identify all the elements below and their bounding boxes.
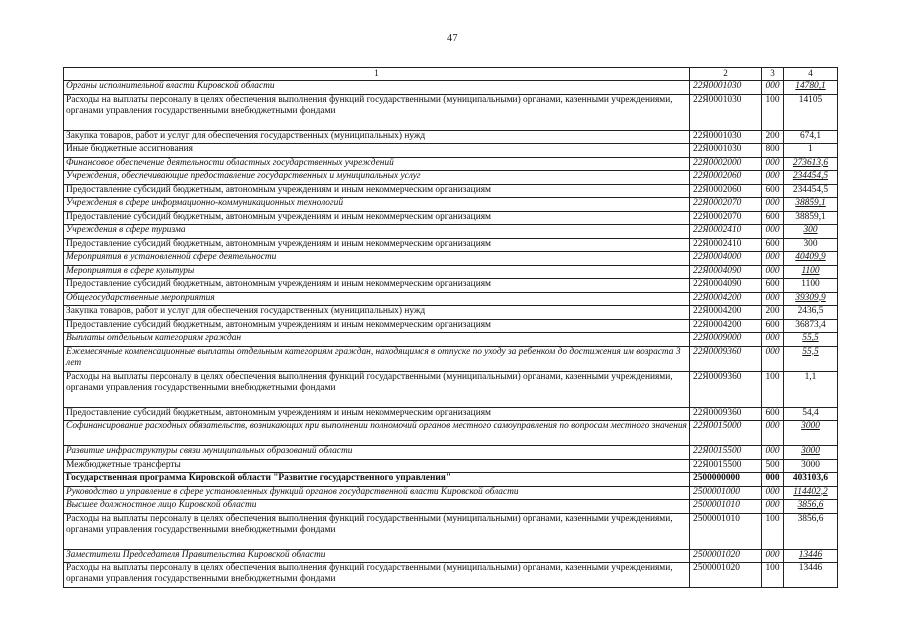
row-amount-value: 1,1 <box>804 371 817 382</box>
row-amount-value: 38859,1 <box>795 211 826 222</box>
row-amount <box>784 407 838 421</box>
header-cell-amount: 4 <box>784 68 838 81</box>
row-code: 22Я0002410 <box>690 238 762 252</box>
row-amount <box>784 225 838 239</box>
row-description: Развитие инфраструктуры связи муниципальных образований области <box>64 446 690 460</box>
row-code: 22Я0015500 <box>690 459 762 473</box>
row-type-code: 200 <box>762 306 784 320</box>
row-description: Руководство и управление в сфере установленных функций органов государственной власти Кировской области <box>64 486 690 500</box>
row-amount <box>784 473 838 487</box>
row-type-code: 600 <box>762 211 784 225</box>
row-code: 22Я0002060 <box>690 171 762 185</box>
row-type-code: 100 <box>762 513 784 549</box>
row-amount <box>784 446 838 460</box>
row-code: 22Я0002070 <box>690 211 762 225</box>
row-amount-value: 39309,9 <box>795 292 826 303</box>
row-type-code: 600 <box>762 279 784 293</box>
row-type-code: 000 <box>762 225 784 239</box>
row-amount-value: 36873,4 <box>795 319 826 330</box>
row-amount <box>784 130 838 144</box>
row-amount-value: 40409,9 <box>795 252 826 262</box>
row-code: 2500001010 <box>690 500 762 514</box>
row-description: Высшее должностное лицо Кировской области <box>64 500 690 514</box>
row-type-code: 000 <box>762 549 784 563</box>
row-code: 22Я0001030 <box>690 81 762 95</box>
row-amount-value: 55,5 <box>802 333 819 343</box>
table-row <box>64 292 838 306</box>
table-row <box>64 211 838 225</box>
row-code: 22Я0004090 <box>690 265 762 279</box>
row-type-code: 000 <box>762 473 784 487</box>
table-row <box>64 473 838 487</box>
row-amount-value: 13446 <box>798 549 823 560</box>
row-type-code: 000 <box>762 500 784 514</box>
row-amount-value: 38859,1 <box>795 198 826 208</box>
row-type-code: 600 <box>762 184 784 198</box>
row-amount-value: 1100 <box>801 279 820 289</box>
row-code: 2500001020 <box>690 549 762 563</box>
row-code: 22Я0009360 <box>690 346 762 371</box>
row-description: Расходы на выплаты персоналу в целях обеспечения выполнения функций государственными (муниципальными) органами, казенными учреждениями, органами управления государственными внебюджетными фондами <box>64 94 690 130</box>
row-type-code: 000 <box>762 292 784 306</box>
row-code: 2500001020 <box>690 563 762 588</box>
row-type-code: 000 <box>762 346 784 371</box>
row-code: 22Я0001030 <box>690 94 762 130</box>
row-amount-value: 3000 <box>801 459 820 470</box>
row-amount <box>784 346 838 371</box>
row-type-code: 000 <box>762 333 784 347</box>
row-description: Софинансирование расходных обязательств, возникающих при выполнении полномочий органов местного самоуправления по вопросам местного значения <box>64 421 690 446</box>
row-type-code: 000 <box>762 421 784 446</box>
row-amount-value: 3000 <box>801 446 820 456</box>
row-amount <box>784 459 838 473</box>
table-row <box>64 265 838 279</box>
table-row <box>64 81 838 95</box>
table-row <box>64 407 838 421</box>
row-description: Мероприятия в сфере культуры <box>64 265 690 279</box>
table-row <box>64 371 838 407</box>
table-row <box>64 198 838 212</box>
row-type-code: 500 <box>762 459 784 473</box>
row-type-code: 000 <box>762 446 784 460</box>
row-code: 22Я0002000 <box>690 157 762 171</box>
row-amount <box>784 421 838 446</box>
row-amount <box>784 238 838 252</box>
row-description: Финансовое обеспечение деятельности областных государственных учреждений <box>64 157 690 171</box>
row-description: Мероприятия в установленной сфере деятельности <box>64 252 690 266</box>
table-row <box>64 306 838 320</box>
table-body <box>64 81 838 588</box>
row-amount-value: 273613,6 <box>792 157 829 168</box>
row-description: Расходы на выплаты персоналу в целях обеспечения выполнения функций государственными (муниципальными) органами, казенными учреждениями, органами управления государственными внебюджетными фондами <box>64 371 690 407</box>
row-description: Межбюджетные трансферты <box>64 459 690 473</box>
table-row <box>64 513 838 549</box>
row-amount <box>784 333 838 347</box>
row-type-code: 000 <box>762 265 784 279</box>
table-row <box>64 421 838 446</box>
row-description: Учреждения в сфере туризма <box>64 225 690 239</box>
row-code: 2500001010 <box>690 513 762 549</box>
row-code: 22Я0001030 <box>690 144 762 158</box>
row-code: 22Я0009360 <box>690 371 762 407</box>
row-amount <box>784 306 838 320</box>
row-description: Расходы на выплаты персоналу в целях обеспечения выполнения функций государственными (муниципальными) органами, казенными учреждениями, органами управления государственными внебюджетными фондами <box>64 563 690 588</box>
row-amount <box>784 486 838 500</box>
row-code: 22Я0004200 <box>690 306 762 320</box>
row-type-code: 800 <box>762 144 784 158</box>
row-type-code: 600 <box>762 319 784 333</box>
row-description: Иные бюджетные ассигнования <box>64 144 690 158</box>
row-amount-value: 54,4 <box>802 407 819 418</box>
table-row <box>64 94 838 130</box>
row-amount <box>784 513 838 549</box>
row-code: 22Я0009000 <box>690 333 762 347</box>
row-type-code: 600 <box>762 238 784 252</box>
row-code: 22Я0004000 <box>690 252 762 266</box>
table-row <box>64 130 838 144</box>
table-row <box>64 500 838 514</box>
row-amount <box>784 171 838 185</box>
row-amount <box>784 81 838 95</box>
row-code: 22Я0002070 <box>690 198 762 212</box>
row-code: 2500001000 <box>690 486 762 500</box>
row-description: Государственная программа Кировской области "Развитие государственного управления" <box>64 473 690 487</box>
row-type-code: 100 <box>762 94 784 130</box>
row-description: Закупка товаров, работ и услуг для обеспечения государственных (муниципальных) нужд <box>64 130 690 144</box>
row-amount <box>784 500 838 514</box>
table-row <box>64 333 838 347</box>
row-code: 22Я0015000 <box>690 421 762 446</box>
row-type-code: 000 <box>762 198 784 212</box>
row-description: Учреждения, обеспечивающие предоставление государственных и муниципальных услуг <box>64 171 690 185</box>
row-type-code: 200 <box>762 130 784 144</box>
row-amount <box>784 563 838 588</box>
row-type-code: 000 <box>762 81 784 95</box>
row-amount-value: 14105 <box>798 94 823 105</box>
row-amount-value: 1 <box>808 144 813 154</box>
row-amount <box>784 184 838 198</box>
row-amount <box>784 371 838 407</box>
row-description: Заместители Председателя Правительства Кировской области <box>64 549 690 563</box>
row-type-code: 000 <box>762 171 784 185</box>
row-amount-value: 234454,5 <box>792 171 829 181</box>
row-amount-value: 300 <box>803 225 818 235</box>
page-number: 47 <box>447 33 458 44</box>
table-row <box>64 346 838 371</box>
row-amount <box>784 279 838 293</box>
header-cell-description: 1 <box>64 68 690 81</box>
row-description: Предоставление субсидий бюджетным, автономным учреждениям и иным некоммерческим организациям <box>64 319 690 333</box>
table-row <box>64 319 838 333</box>
row-description: Учреждения в сфере информационно-коммуникационных технологий <box>64 198 690 212</box>
row-amount-value: 55,5 <box>802 346 819 357</box>
row-code: 22Я0004200 <box>690 292 762 306</box>
row-code: 22Я0009360 <box>690 407 762 421</box>
row-code: 22Я0001030 <box>690 130 762 144</box>
row-code: 22Я0002410 <box>690 225 762 239</box>
row-amount-value: 300 <box>803 238 818 249</box>
row-type-code: 000 <box>762 252 784 266</box>
row-description: Предоставление субсидий бюджетным, автономным учреждениям и иным некоммерческим организациям <box>64 238 690 252</box>
header-cell-code: 2 <box>690 68 762 81</box>
row-amount <box>784 319 838 333</box>
budget-table <box>63 67 838 588</box>
row-description: Общегосударственные мероприятия <box>64 292 690 306</box>
header-cell-type: 3 <box>762 68 784 81</box>
table-row <box>64 144 838 158</box>
table-row <box>64 157 838 171</box>
row-amount <box>784 292 838 306</box>
row-code: 22Я0002060 <box>690 184 762 198</box>
row-description: Предоставление субсидий бюджетным, автономным учреждениям и иным некоммерческим организациям <box>64 407 690 421</box>
table-row <box>64 184 838 198</box>
row-amount <box>784 157 838 171</box>
row-type-code: 000 <box>762 157 784 171</box>
table-row <box>64 238 838 252</box>
table-row <box>64 486 838 500</box>
row-description: Предоставление субсидий бюджетным, автономным учреждениям и иным некоммерческим организациям <box>64 184 690 198</box>
table-row <box>64 252 838 266</box>
row-description: Выплаты отдельным категориям граждан <box>64 333 690 347</box>
row-amount-value: 14780,1 <box>795 81 826 91</box>
row-amount <box>784 94 838 130</box>
row-amount-value: 2436,5 <box>797 306 824 316</box>
row-code: 2500000000 <box>690 473 762 487</box>
row-amount <box>784 211 838 225</box>
row-amount <box>784 549 838 563</box>
row-description: Расходы на выплаты персоналу в целях обеспечения выполнения функций государственными (муниципальными) органами, казенными учреждениями, органами управления государственными внебюджетными фондами <box>64 513 690 549</box>
row-description: Предоставление субсидий бюджетным, автономным учреждениям и иным некоммерческим организациям <box>64 211 690 225</box>
table-row <box>64 171 838 185</box>
table-row <box>64 549 838 563</box>
row-amount-value: 1100 <box>801 265 820 276</box>
row-type-code: 100 <box>762 371 784 407</box>
row-code: 22Я0004090 <box>690 279 762 293</box>
table-row <box>64 225 838 239</box>
row-description: Органы исполнительной власти Кировской области <box>64 81 690 95</box>
row-amount-value: 403103,6 <box>792 473 829 483</box>
row-amount <box>784 198 838 212</box>
row-amount-value: 13446 <box>798 563 823 573</box>
table-row <box>64 563 838 588</box>
row-amount-value: 114402,2 <box>793 486 828 497</box>
table-row <box>64 279 838 293</box>
row-description: Ежемесячные компенсационные выплаты отдельным категориям граждан, находящимся в отпуске по уходу за ребенком до достижения им возраста 3 лет <box>64 346 690 371</box>
row-amount <box>784 252 838 266</box>
row-description: Предоставление субсидий бюджетным, автономным учреждениям и иным некоммерческим организациям <box>64 279 690 293</box>
row-amount <box>784 144 838 158</box>
table-row <box>64 459 838 473</box>
table-row <box>64 446 838 460</box>
row-amount-value: 234454,5 <box>792 184 829 195</box>
row-amount-value: 3000 <box>801 421 820 431</box>
row-code: 22Я0004200 <box>690 319 762 333</box>
row-code: 22Я0015500 <box>690 446 762 460</box>
row-amount-value: 3856,6 <box>797 500 824 510</box>
row-type-code: 100 <box>762 563 784 588</box>
table-header-row <box>64 68 838 81</box>
row-description: Закупка товаров, работ и услуг для обеспечения государственных (муниципальных) нужд <box>64 306 690 320</box>
row-amount <box>784 265 838 279</box>
row-type-code: 000 <box>762 486 784 500</box>
row-amount-value: 674,1 <box>799 130 822 141</box>
row-amount-value: 3856,6 <box>797 513 824 524</box>
row-type-code: 600 <box>762 407 784 421</box>
